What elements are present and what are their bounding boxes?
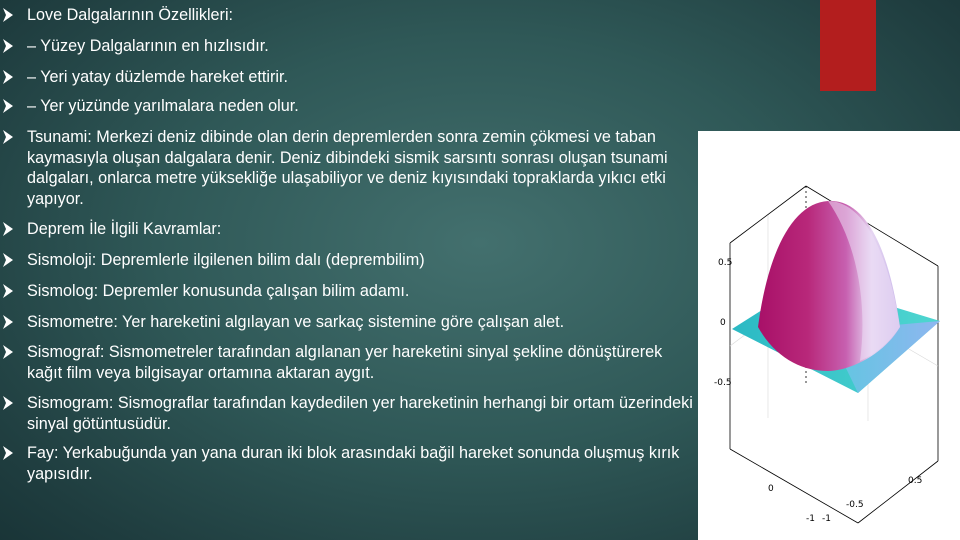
z-tick-label: 0.5 [718, 258, 733, 268]
bullet-text: – Yer yüzünde yarılmalara neden olur. [27, 97, 299, 115]
diamond-arrow-bullet-icon [1, 5, 15, 25]
bullet-text: – Yeri yatay düzlemde hareket ettirir. [27, 68, 288, 86]
surface-plot-svg [698, 131, 960, 540]
bullet-text: Sismometre: Yer hareketini algılayan ve sarkaç sistemine göre çalışan alet. [27, 313, 565, 331]
z-tick-label: 0 [720, 318, 726, 328]
z-tick-label: -0.5 [714, 378, 732, 388]
diamond-arrow-bullet-icon [1, 393, 15, 413]
bullet-text: Fay: Yerkabuğunda yan yana duran iki blok arasındaki bağil hareket sonunda oluşmuş kırık yapısıdır. [27, 444, 680, 483]
y-tick-label: -1 [806, 514, 815, 524]
bullet-text: Tsunami: Merkezi deniz dibinde olan derin depremlerden sonra zemin çökmesi ve taban kaymasıyla oluşan dalgalara denir. Deniz dibindeki sismik sarsıntı sonrası oluşan tsunami dalgaları, onlarca metre yüksekliğe ulaşabiliyor ve deniz kıyısındaki topraklarda yıkıcı etki yapıyor. [27, 128, 668, 208]
bullet-text: Deprem İle İlgili Kavramlar: [27, 220, 222, 238]
bullet-text: Sismogram: Sismograflar tarafından kaydedilen yer hareketinin herhangi bir ortam üzerindeki sinyal götüntusüdür. [27, 394, 693, 433]
bullet-text: Love Dalgalarının Özellikleri: [27, 6, 234, 24]
diamond-arrow-bullet-icon [1, 36, 15, 56]
y-tick-label: -0.5 [846, 500, 864, 510]
diamond-arrow-bullet-icon [1, 281, 15, 301]
surface-plot-image [698, 131, 960, 540]
red-accent-rectangle [820, 0, 876, 91]
diamond-arrow-bullet-icon [1, 67, 15, 87]
bullet-text: Sismolog: Depremler konusunda çalışan bilim adamı. [27, 282, 410, 300]
y-tick-label: -1 [822, 514, 831, 524]
diamond-arrow-bullet-icon [1, 250, 15, 270]
x-tick-label: 0.5 [908, 476, 923, 486]
diamond-arrow-bullet-icon [1, 342, 15, 362]
diamond-arrow-bullet-icon [1, 219, 15, 239]
diamond-arrow-bullet-icon [1, 312, 15, 332]
bullet-text: Sismoloji: Depremlerle ilgilenen bilim dalı (deprembilim) [27, 251, 425, 269]
diamond-arrow-bullet-icon [1, 443, 15, 463]
bullet-text: Sismograf: Sismometreler tarafından algılanan yer hareketini sinyal şekline dönüştürerek kağıt film veya bilgisayar ortamına aktaran aygıt. [27, 343, 663, 382]
diamond-arrow-bullet-icon [1, 127, 15, 147]
diamond-arrow-bullet-icon [1, 96, 15, 116]
bullet-text: – Yüzey Dalgalarının en hızlısıdır. [27, 37, 269, 55]
x-tick-label: 0 [768, 484, 774, 494]
